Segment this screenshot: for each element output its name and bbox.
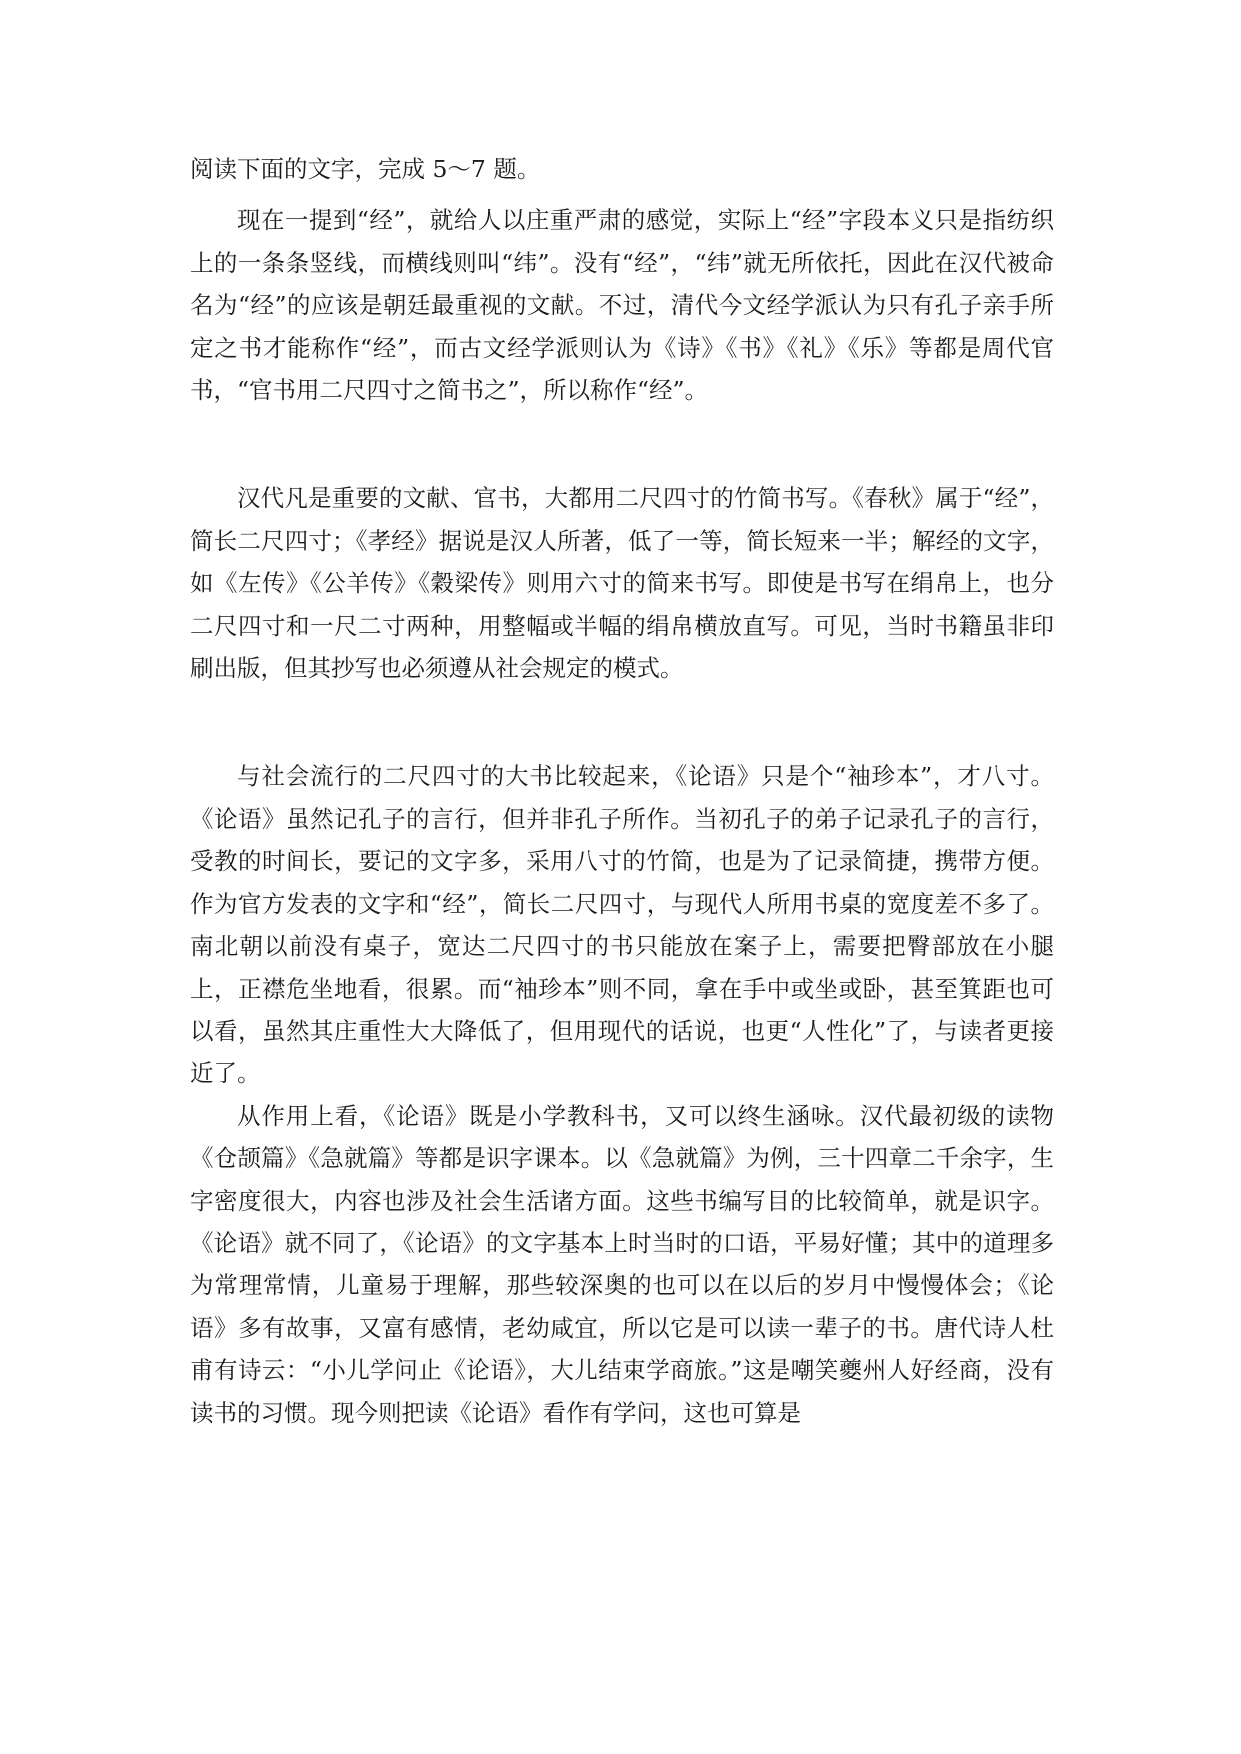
reading-instruction: 阅读下面的文字，完成 5～7 题。 [190, 155, 541, 183]
paragraph-3: 与社会流行的二尺四寸的大书比较起来，《论语》只是个“袖珍本”，才八寸。《论语》虽然记孔子的言行，但并非孔子所作。当初孔子的弟子记录孔子的言行，受教的时间长，要记的文字多，采用八寸的竹简，也是为了记录简捷，携带方便。作为官方发表的文字和“经”，简长二尺四寸，与现代人所用书桌的宽度差不多了。南北朝以前没有桌子，宽达二尺四寸的书只能放在案子上，需要把臀部放在小腿上，正襟危坐地看，很累。而“袖珍本”则不同，拿在手中或坐或卧，甚至箕距也可以看，虽然其庄重性大大降低了，但用现代的话说，也更“人性化”了，与读者更接近了。 [190, 762, 1054, 1088]
document-page [190, 148, 1054, 1434]
paragraph-4: 从作用上看，《论语》既是小学教科书，又可以终生涵咏。汉代最初级的读物《仓颉篇》《急就篇》等都是识字课本。以《急就篇》为例，三十四章二千余字，生字密度很大，内容也涉及社会生活诸方面。这些书编写目的比较简单，就是识字。《论语》就不同了，《论语》的文字基本上时当时的口语，平易好懂；其中的道理多为常理常情，儿童易于理解，那些较深奥的也可以在以后的岁月中慢慢体会；《论语》多有故事，又富有感情，老幼咸宜，所以它是可以读一辈子的书。唐代诗人杜甫有诗云：“小儿学问止《论语》，大儿结束学商旅。”这是嘲笑夔州人好经商，没有读书的习惯。现今则把读《论语》看作有学问，这也可算是 [190, 1101, 1054, 1427]
paragraph-1: 现在一提到“经”，就给人以庄重严肃的感觉，实际上“经”字段本义只是指纺织上的一条条竖线，而横线则叫“纬”。没有“经”，“纬”就无所依托，因此在汉代被命名为“经”的应该是朝廷最重视的文献。不过，清代今文经学派认为只有孔子亲手所定之书才能称作“经”，而古文经学派则认为《诗》《书》《礼》《乐》等都是周代官书，“官书用二尺四寸之简书之”，所以称作“经”。 [190, 206, 1054, 405]
paragraph-2: 汉代凡是重要的文献、官书，大都用二尺四寸的竹简书写。《春秋》属于“经”，简长二尺四寸；《孝经》据说是汉人所著，低了一等，简长短来一半；解经的文字，如《左传》《公羊传》《穀梁传》则用六寸的简来书写。即使是书写在绢帛上，也分二尺四寸和一尺二寸两种，用整幅或半幅的绢帛横放直写。可见，当时书籍虽非印刷出版，但其抄写也必须遵从社会规定的模式。 [190, 484, 1054, 683]
